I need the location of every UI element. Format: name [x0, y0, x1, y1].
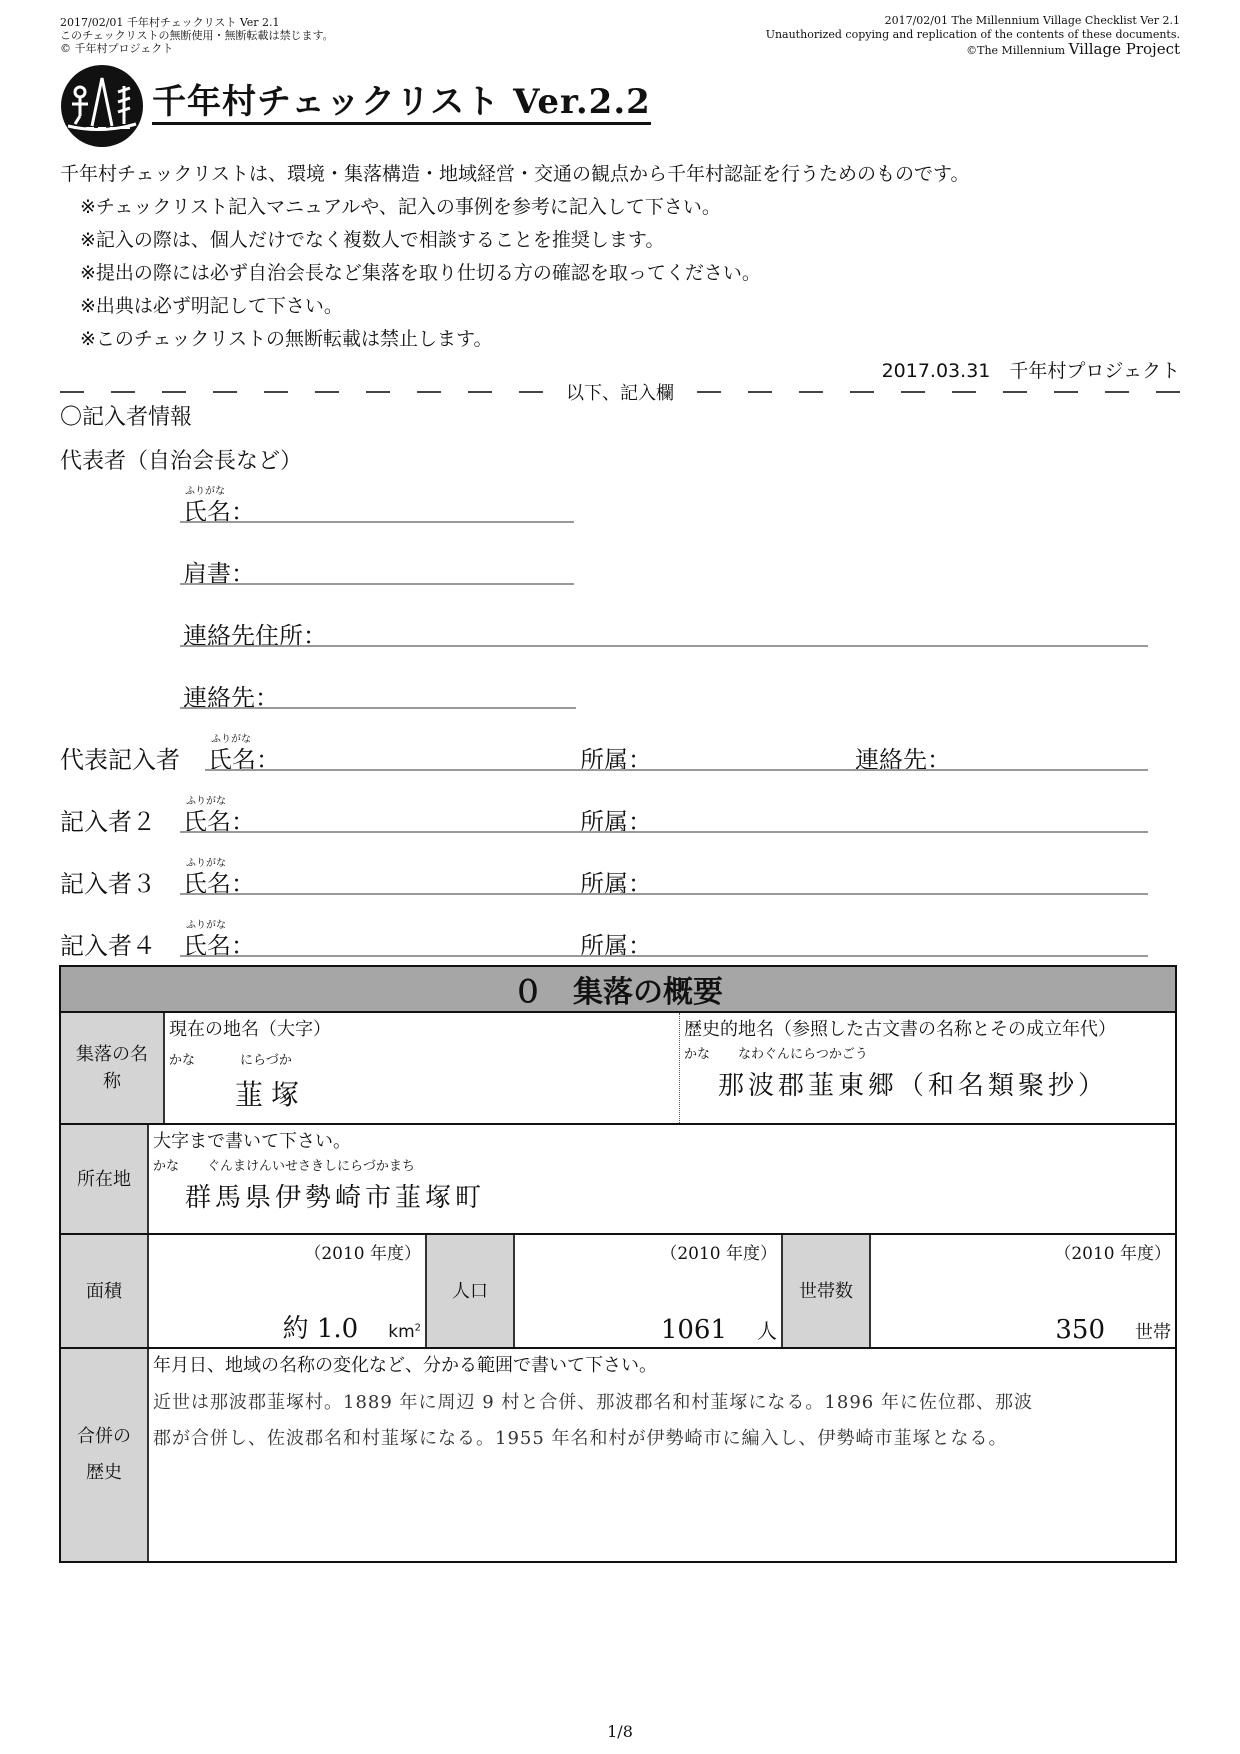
kana-label: かな: [169, 1053, 196, 1068]
header-left-line1: 2017/02/01 千年村チェックリスト Ver 2.1: [60, 16, 280, 29]
name-row-label: 集落の名称: [61, 1013, 165, 1123]
entrant-affiliation-label: 所属：: [580, 870, 652, 898]
merger-cell[interactable]: [149, 1349, 1175, 1561]
area-unit: [388, 1322, 421, 1342]
entrant-affiliation-label: 所属：: [580, 932, 652, 960]
entrant-2-field[interactable]: [180, 831, 1148, 833]
intro-note: ※チェックリスト記入マニュアルや、記入の事例を参考に記入して下さい。: [80, 196, 721, 218]
merger-text: [153, 1385, 1033, 1457]
representative-heading: 代表者（自治会長など）: [60, 449, 303, 474]
signature: 2017.03.31 千年村プロジェクト: [881, 360, 1180, 382]
rep-title-label: 肩書：: [183, 560, 255, 588]
area-year: （2010 年度）: [304, 1244, 421, 1264]
entrant-row-label: 記入者２: [60, 808, 156, 836]
stats-row: [61, 1235, 1175, 1349]
area-cell[interactable]: [149, 1235, 427, 1347]
header-left-line3: © 千年村プロジェクト: [60, 42, 174, 55]
area-unit-sup: 2: [414, 1322, 421, 1334]
entrant-row-label: 記入者４: [60, 932, 156, 960]
merger-label-line1: 合併の: [77, 1426, 131, 1447]
population-label: 人口: [427, 1235, 515, 1347]
furigana-label: ふりがな: [185, 486, 225, 497]
historical-name-cell[interactable]: [680, 1013, 1175, 1123]
kana-label: かな: [153, 1159, 180, 1174]
entrant-info-heading: 〇記入者情報: [60, 405, 193, 430]
entrant-name-label: 氏名：: [208, 746, 280, 774]
intro-note: ※このチェックリストの無断転載は禁止します。: [80, 328, 493, 350]
entry-separator: [60, 378, 1180, 406]
historical-name-value: 那波郡韮東郷（和名類聚抄）: [718, 1071, 1109, 1101]
area-unit-text: km: [388, 1322, 415, 1342]
area-label: 面積: [61, 1235, 149, 1347]
rep-name-field[interactable]: [180, 521, 574, 523]
rep-contact-field[interactable]: [180, 707, 576, 709]
area-value: 約 1.0: [282, 1314, 359, 1344]
entrant-4-field[interactable]: [180, 955, 1148, 957]
entrant-1-field[interactable]: [205, 769, 1148, 771]
rep-contact-label: 連絡先：: [183, 684, 279, 712]
separator-label: 以下、記入欄: [566, 383, 674, 404]
historical-name-kana: なわぐんにらつかごう: [738, 1047, 868, 1062]
furigana-label: ふりがな: [186, 796, 226, 807]
village-logo-icon: [60, 64, 144, 148]
page-title: 千年村チェックリスト Ver.2.2: [152, 82, 651, 125]
households-value: 350: [1055, 1315, 1105, 1345]
intro-lead: 千年村チェックリストは、環境・集落構造・地域経営・交通の観点から千年村認証を行うためのものです。: [60, 163, 970, 185]
separator-dashes-left: [60, 391, 543, 393]
merger-row-label: [61, 1349, 149, 1561]
header-right-line3a: ©The Millennium: [966, 44, 1066, 57]
households-unit: 世帯: [1135, 1322, 1171, 1343]
furigana-label: ふりがな: [186, 858, 226, 869]
separator-dashes-right: [697, 391, 1180, 393]
historical-name-title: 歴史的地名（参照した古文書の名称とその成立年代）: [684, 1019, 1116, 1040]
current-name-title: 現在の地名（大字）: [169, 1019, 331, 1040]
merger-row: [61, 1349, 1175, 1561]
entrant-affiliation-label: 所属：: [580, 808, 652, 836]
entrant-row-label: 記入者３: [60, 870, 156, 898]
entrant-name-label: 氏名：: [183, 808, 255, 836]
header-right-line1: 2017/02/01 The Millennium Village Checklist Ver 2.1: [884, 14, 1180, 27]
header-right-line3b: Village Project: [1068, 40, 1180, 58]
households-year: （2010 年度）: [1054, 1244, 1171, 1264]
households-label: 世帯数: [783, 1235, 871, 1347]
current-name-cell[interactable]: [165, 1013, 680, 1123]
rep-address-label: 連絡先住所：: [183, 622, 327, 650]
population-year: （2010 年度）: [660, 1244, 777, 1264]
overview-table: [59, 965, 1177, 1563]
merger-label-line2: 歴史: [86, 1462, 122, 1483]
page-number: 1/8: [607, 1722, 633, 1741]
merger-instruction: 年月日、地域の名称の変化など、分かる範囲で書いて下さい。: [153, 1355, 657, 1376]
location-value: 群馬県伊勢崎市韮塚町: [185, 1183, 486, 1213]
entrant-name-label: 氏名：: [183, 870, 255, 898]
entrant-name-label: 氏名：: [183, 932, 255, 960]
location-kana: ぐんまけんいせさきしにらづかまち: [207, 1159, 415, 1174]
header-left: [60, 16, 334, 55]
area-value-group: [283, 1308, 421, 1345]
location-row-label: 所在地: [61, 1125, 149, 1233]
households-value-group: [1055, 1315, 1171, 1345]
location-row: [61, 1125, 1175, 1235]
rep-address-field[interactable]: [180, 645, 1148, 647]
current-name-value: 韮塚: [235, 1078, 308, 1111]
current-name-kana: にらづか: [240, 1053, 292, 1068]
households-cell[interactable]: [871, 1235, 1175, 1347]
entrant-contact-label: 連絡先：: [855, 746, 951, 774]
entrant-affiliation-label: 所属：: [580, 746, 652, 774]
merger-text-line1: 近世は那波郡韮塚村。1889 年に周辺 9 村と合併、那波郡名和村韮塚になる。1896 年に佐位郡、那波: [153, 1392, 1033, 1413]
population-cell[interactable]: [515, 1235, 783, 1347]
rep-title-field[interactable]: [180, 583, 574, 585]
intro: [60, 158, 970, 356]
name-row: [61, 1013, 1175, 1125]
intro-note: ※出典は必ず明記して下さい。: [80, 295, 343, 317]
location-instruction: 大字まで書いて下さい。: [153, 1131, 351, 1152]
merger-text-line2: 郡が合併し、佐波郡名和村韮塚になる。1955 年名和村が伊勢崎市に編入し、伊勢崎市韮塚となる。: [153, 1428, 1008, 1449]
kana-label: かな: [684, 1047, 711, 1062]
header-right: [766, 14, 1180, 58]
intro-note: ※提出の際には必ず自治会長など集落を取り仕切る方の確認を取ってください。: [80, 262, 761, 284]
header-right-line3: [766, 42, 1180, 58]
furigana-label: ふりがな: [186, 920, 226, 931]
rep-name-label: 氏名：: [183, 498, 255, 526]
overview-heading: ０ 集落の概要: [61, 967, 1175, 1013]
population-value-group: [661, 1315, 777, 1345]
entrant-row-label: 代表記入者: [60, 746, 180, 774]
location-cell[interactable]: [149, 1125, 1175, 1233]
furigana-label: ふりがな: [211, 734, 251, 745]
intro-note: ※記入の際は、個人だけでなく複数人で相談することを推奨します。: [80, 229, 665, 251]
header-left-line2: このチェックリストの無断使用・無断転載は禁じます。: [60, 29, 334, 42]
population-value: 1061: [660, 1315, 727, 1345]
entrant-3-field[interactable]: [180, 893, 1148, 895]
population-unit: 人: [757, 1319, 777, 1343]
header-right-line2: Unauthorized copying and replication of the contents of these documents.: [765, 28, 1180, 41]
